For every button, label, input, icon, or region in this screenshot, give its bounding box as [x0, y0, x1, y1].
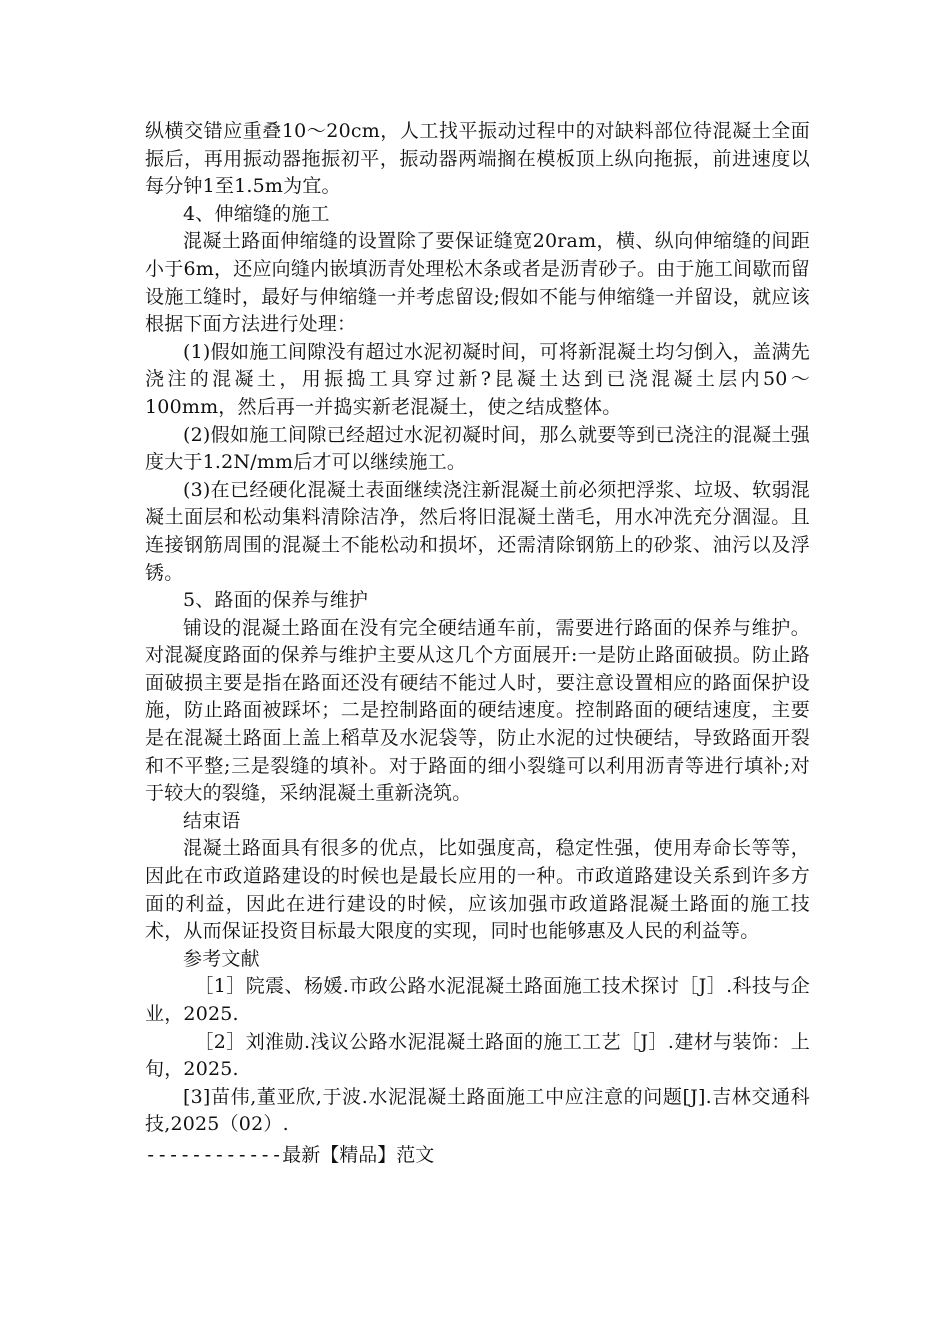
paragraph-expansion-joint-setup: 混凝土路面伸缩缝的设置除了要保证缝宽20ram，横、纵向伸缩缝的间距小于6m，还应向缝内嵌填沥青处理松木条或者是沥青砂子。由于施工间歇而留设施工缝时，最好与伸缩缝一并考虑留设;假如不能与伸缩缝一并留设，就应该根据下面方法进行处理： [145, 230, 810, 336]
section-heading-5: 5、路面的保养与维护 [183, 589, 369, 612]
footer-dashes: ------------ [145, 1144, 283, 1166]
paragraph-conclusion: 混凝土路面具有很多的优点，比如强度高，稳定性强，使用寿命长等等，因此在市政道路建设的时候也是最长应用的一种。市政道路建设关系到许多方面的利益，因此在进行建设的时候，应该加强市政道路混凝土路面的施工技术，从而保证投资目标最大限度的实现，同时也能够惠及人民的利益等。 [145, 837, 810, 943]
section-heading-references: 参考文献 [183, 947, 260, 970]
reference-item-3: [3]苗伟,董亚欣,于波.水泥混凝土路面施工中应注意的问题[J].吉林交通科技,2025（02）. [145, 1085, 810, 1136]
section-heading-conclusion: 结束语 [183, 809, 241, 832]
reference-item-2: ［2］刘淮勋.浅议公路水泥混凝土路面的施工工艺［J］.建材与装饰：上旬，2025. [145, 1030, 810, 1081]
paragraph-maintenance: 铺设的混凝土路面在没有完全硬结通车前，需要进行路面的保养与维护。对混凝度路面的保养与维护主要从这几个方面展开:一是防止路面破损。防止路面破损主要是指在路面还没有硬结不能过人时，要注意设置相应的路面保护设施，防止路面被踩坏；二是控制路面的硬结速度。控制路面的硬结速度，主要是在混凝土路面上盖上稻草及水泥袋等，防止水泥的过快硬结，导致路面开裂和不平整;三是裂缝的填补。对于路面的细小裂缝可以利用沥青等进行填补;对于较大的裂缝，采纳混凝土重新浇筑。 [145, 616, 810, 805]
paragraph-expansion-joint-case-3: (3)在已经硬化混凝土表面继续浇注新混凝土前必须把浮浆、垃圾、软弱混凝土面层和松动集料清除洁净，然后将旧混凝土凿毛，用水冲洗充分涸湿。且连接钢筋周围的混凝土不能松动和损坏，还需清除钢筋上的砂浆、油污以及浮锈。 [145, 478, 810, 584]
paragraph-intro-continued: 纵横交错应重叠10～20cm，人工找平振动过程中的对缺料部位待混凝土全面振后，再用振动器拖振初平，振动器两端搁在模板顶上纵向拖振，前进速度以每分钟1至1.5m为宜。 [145, 120, 810, 198]
section-heading-4: 4、伸缩缝的施工 [183, 202, 330, 225]
paragraph-expansion-joint-case-2: (2)假如施工间隙已经超过水泥初凝时间，那么就要等到已浇注的混凝土强度大于1.2N/mm后才可以继续施工。 [145, 423, 810, 474]
reference-item-1: ［1］院震、杨媛.市政公路水泥混凝土路面施工技术探讨［J］.科技与企业，2025. [145, 975, 810, 1025]
paragraph-expansion-joint-case-1: (1)假如施工间隙没有超过水泥初凝时间，可将新混凝土均匀倒入，盖满先浇注的混凝土，用振捣工具穿过新?昆凝土达到已浇混凝土层内50～100mm，然后再一并捣实新老混凝土，使之结成整体。 [145, 340, 810, 418]
footer-line [145, 1141, 810, 1169]
document-body [145, 118, 810, 1139]
footer-text: 最新【精品】范文 [282, 1144, 435, 1166]
